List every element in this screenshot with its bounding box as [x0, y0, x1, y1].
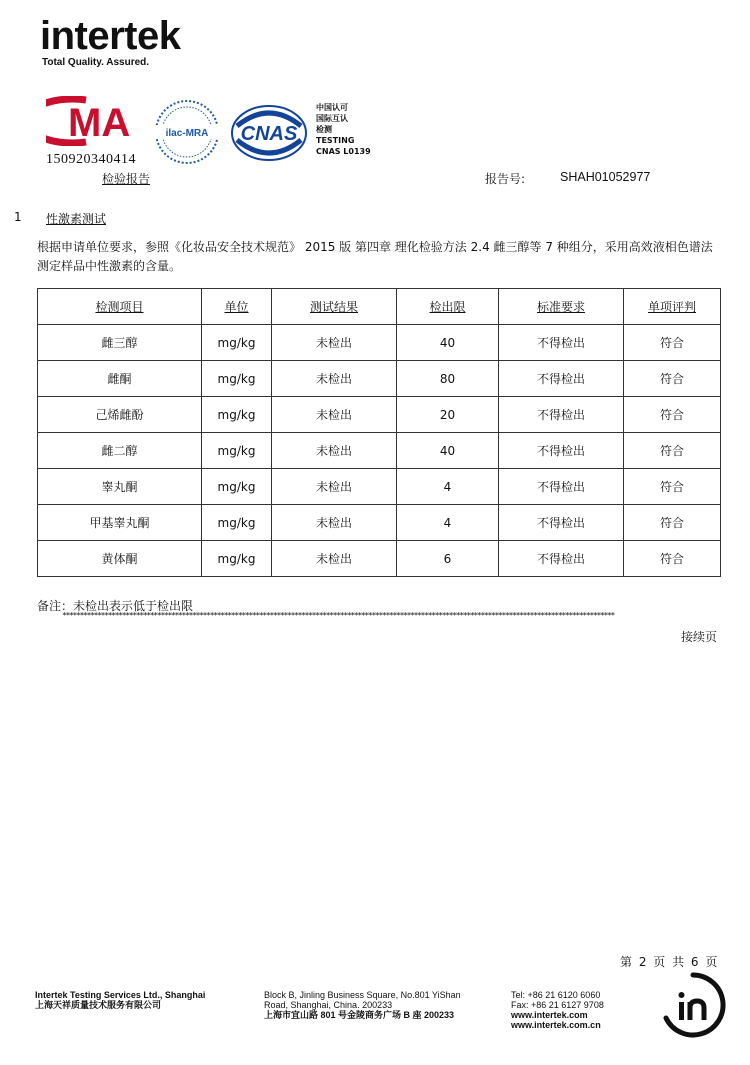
address-en-line: Road, Shanghai, China. 200233 — [264, 1000, 393, 1010]
table-cell: 甲基睾丸酮 — [38, 505, 202, 541]
cnas-mark-icon — [229, 104, 309, 162]
table-cell: mg/kg — [202, 325, 272, 361]
table-cell: 未检出 — [272, 361, 397, 397]
table-cell: 未检出 — [272, 469, 397, 505]
table-cell: 20 — [397, 397, 499, 433]
footer-company — [35, 990, 205, 1010]
table-row — [38, 325, 721, 361]
table-cell: 雌二醇 — [38, 433, 202, 469]
table-cell: 4 — [397, 505, 499, 541]
col-header: 单位 — [202, 289, 272, 325]
table-row — [38, 505, 721, 541]
table-cell: 未检出 — [272, 325, 397, 361]
col-header: 测试结果 — [272, 289, 397, 325]
section-title: 性激素测试 — [46, 212, 107, 226]
company-name-cn: 上海天祥质量技术服务有限公司 — [35, 1000, 162, 1010]
cnas-line: 国际互认 — [316, 114, 348, 123]
cnas-line: 中国认可 — [316, 103, 348, 112]
table-cell: 未检出 — [272, 397, 397, 433]
table-cell: mg/kg — [202, 397, 272, 433]
website-link[interactable]: www.intertek.com.cn — [511, 1020, 601, 1030]
footer-contact — [511, 990, 604, 1030]
continued-label: 接续页 — [681, 630, 718, 644]
table-cell: 6 — [397, 541, 499, 577]
table-row — [38, 361, 721, 397]
table-cell: mg/kg — [202, 433, 272, 469]
intertek-in-badge-icon — [660, 972, 726, 1038]
table-cell: 不得检出 — [499, 361, 624, 397]
table-cell: 不得检出 — [499, 469, 624, 505]
table-cell: 符合 — [624, 397, 721, 433]
cnas-line: TESTING — [316, 136, 355, 145]
results-table — [37, 288, 721, 577]
ilac-mra-mark-icon — [153, 98, 221, 166]
section-intro: 根据申请单位要求，参照《化妆品安全技术规范》 2015 版 第四章 理化检验方法 2.4 雌三醇等 7 种组分，采用高效液相色谱法测定样品中性激素的含量。 — [37, 240, 713, 273]
col-header: 单项评判 — [624, 289, 721, 325]
table-cell: 未检出 — [272, 541, 397, 577]
separator-line: ************************************************************************************************************************************************************* — [62, 612, 615, 620]
table-cell: 不得检出 — [499, 433, 624, 469]
cnas-line: 检测 — [316, 125, 332, 134]
col-header: 检出限 — [397, 289, 499, 325]
table-cell: 未检出 — [272, 505, 397, 541]
table-cell: 己烯雌酚 — [38, 397, 202, 433]
table-note: 备注：未检出表示低于检出限 — [37, 599, 194, 613]
cnas-accreditation-text — [316, 102, 371, 157]
report-number: SHAH01052977 — [560, 170, 651, 184]
table-cell: 不得检出 — [499, 325, 624, 361]
cma-mark-icon — [46, 96, 156, 146]
cnas-line: CNAS L0139 — [316, 147, 371, 156]
table-cell: 睾丸酮 — [38, 469, 202, 505]
company-name-en: Intertek Testing Services Ltd., Shanghai — [35, 990, 206, 1000]
table-cell: 不得检出 — [499, 397, 624, 433]
table-cell: 符合 — [624, 541, 721, 577]
table-cell: 符合 — [624, 361, 721, 397]
table-cell: 40 — [397, 433, 499, 469]
table-cell: 符合 — [624, 469, 721, 505]
table-cell: mg/kg — [202, 505, 272, 541]
report-number-label: 报告号: — [485, 172, 526, 186]
table-row — [38, 541, 721, 577]
ilac-label: ilac-MRA — [165, 128, 209, 139]
section-number: 1 — [14, 210, 22, 224]
table-cell: 雌酮 — [38, 361, 202, 397]
table-cell: 黄体酮 — [38, 541, 202, 577]
table-cell: 符合 — [624, 433, 721, 469]
fax: Fax: +86 21 6127 9708 — [511, 1000, 604, 1010]
address-en-line: Block B, Jinling Business Square, No.801 YiShan — [264, 990, 461, 1000]
footer-address — [264, 990, 504, 1020]
table-row — [38, 397, 721, 433]
tel: Tel: +86 21 6120 6060 — [511, 990, 601, 1000]
table-row — [38, 433, 721, 469]
table-row — [38, 469, 721, 505]
report-title: 检验报告 — [102, 172, 151, 186]
table-cell: mg/kg — [202, 469, 272, 505]
table-cell: 雌三醇 — [38, 325, 202, 361]
cma-label: MA — [68, 101, 131, 145]
table-cell: mg/kg — [202, 541, 272, 577]
brand-tagline: Total Quality. Assured. — [42, 57, 150, 68]
website-link[interactable]: www.intertek.com — [511, 1010, 588, 1020]
table-cell: 符合 — [624, 325, 721, 361]
table-cell: 符合 — [624, 505, 721, 541]
col-header: 检测项目 — [38, 289, 202, 325]
col-header: 标准要求 — [499, 289, 624, 325]
cma-number: 150920340414 — [46, 152, 136, 167]
table-cell: 不得检出 — [499, 541, 624, 577]
intertek-logo: intertek — [40, 14, 181, 58]
table-cell: 40 — [397, 325, 499, 361]
cnas-label: CNAS — [240, 123, 298, 145]
page-indicator: 第 2 页 共 6 页 — [620, 955, 718, 969]
table-cell: 不得检出 — [499, 505, 624, 541]
table-cell: 未检出 — [272, 433, 397, 469]
table-cell: mg/kg — [202, 361, 272, 397]
address-cn: 上海市宜山路 801 号金陵商务广场 B 座 200233 — [264, 1010, 455, 1020]
table-header-row — [38, 289, 721, 325]
table-cell: 80 — [397, 361, 499, 397]
table-cell: 4 — [397, 469, 499, 505]
